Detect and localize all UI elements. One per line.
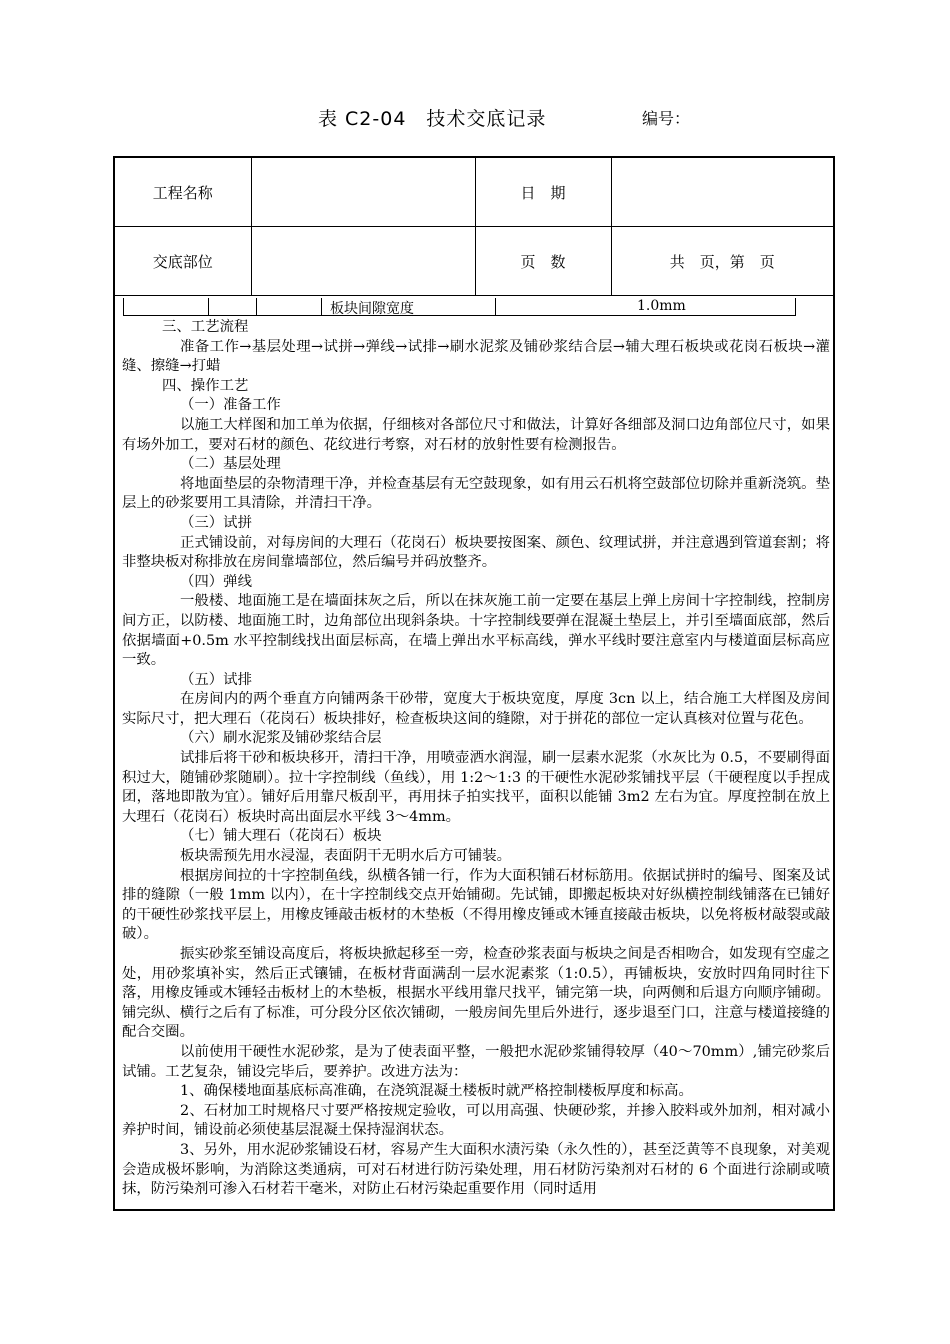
partial-row-divider [495, 298, 496, 315]
body-paragraph: 3、另外，用水泥砂浆铺设石材，容易产生大面积水渍污染（永久性的），甚至泛黄等不良现象，对美观会造成极坏影响，为消除这类通病，可对石材进行防污染处理，用石材防污染剂对石材的 6 个面进行涂刷或喷抹，防污染剂可渗入石材若干毫米，对防止石材污染起重要作用（同时适用 [122, 1141, 830, 1198]
body-paragraph: 在房间内的两个垂直方向铺两条干砂带，宽度大于板块宽度，厚度 3cn 以上，结合施工大样图及房间实际尺寸，把大理石（花岗石）板块排好，检查板块这间的缝隙，对于拼花的部位一定认真核对位置与花色。 [122, 691, 830, 727]
body-paragraph: 试排后将干砂和板块移开，清扫干净，用喷壶洒水润湿，刷一层素水泥浆（水灰比为 0.5，不要刷得面积过大，随铺砂浆随刷）。拉十字控制线（鱼线），用 1:2～1:3 的干硬性水泥砂浆铺找平层（干硬程度以手捏成团，落地即散为宜）。铺好后用靠尺板刮平，再用抹子拍实找平，面积以能铺 3m2 左右为宜。厚度控制在放上大理石（花岗石）板块时高出面层水平线 3～4mm。 [122, 750, 830, 825]
section-heading: 三、工艺流程 [162, 319, 249, 335]
section-heading: （二）基层处理 [180, 456, 281, 473]
section-heading: （四）弹线 [180, 573, 252, 590]
body-paragraph: 准备工作→基层处理→试拼→弹线→试排→刷水泥浆及铺砂浆结合层→辅大理石板块或花岗石板块→灌缝、擦缝→打蜡 [122, 338, 830, 375]
body-paragraph: 振实砂浆至铺设高度后，将板块掀起移至一旁，检查砂浆表面与板块之间是否相吻合，如发现有空虚之处，用砂浆填补实，然后正式镶铺，在板材背面满刮一层水泥素浆（1:0.5），再铺板块，安放时四角同时往下落，用橡皮锤或木锤轻击板材上的木垫板，根据水平线用靠尺找平，铺完第一块，向两侧和后退方向顺序铺砌。铺完纵、横行之后有了标准，可分段分区依次铺砌，一般房间先里后外进行，逐步退至门口，注意与楼道接缝的配合交圈。 [122, 946, 830, 1041]
document-body [122, 318, 830, 1200]
body-paragraph: 根据房间拉的十字控制鱼线，纵横各铺一行，作为大面积铺石材标筋用。依据试拼时的编号、图案及试排的缝隙（一般 1mm 以内），在十字控制线交点开始铺砌。先试铺，即搬起板块对好纵横控制线铺落在已铺好的干硬性砂浆找平层上，用橡皮锤敲击板材的木垫板（不得用橡皮锤或木锤直接敲击板块，以免将板材敲裂或敲破）。 [122, 867, 830, 943]
pages-value: 共 页，第 页 [611, 227, 833, 296]
gap-width-value: 1.0mm [637, 298, 686, 314]
location-field[interactable] [251, 227, 475, 296]
partial-table-row [123, 298, 796, 316]
document-number-label: 编号： [642, 109, 691, 128]
section-heading: 四、操作工艺 [162, 377, 249, 394]
document-title-bar [0, 104, 950, 134]
body-paragraph: 1、确保楼地面基底标高准确，在浇筑混凝土楼板时就严格控制楼板厚度和标高。 [180, 1083, 693, 1100]
section-heading: （三）试拼 [180, 514, 252, 531]
section-heading: （一）准备工作 [180, 397, 281, 414]
gap-width-label: 板块间隙宽度 [330, 301, 414, 317]
info-row-project [115, 158, 833, 227]
info-table [115, 158, 833, 296]
project-name-label: 工程名称 [115, 158, 251, 227]
partial-row-divider [321, 298, 322, 315]
body-paragraph: 一般楼、地面施工是在墙面抹灰之后，所以在抹灰施工前一定要在基层上弹上房间十字控制线，控制房间方正，以防楼、地面施工时，边角部位出现斜条块。十字控制线要弹在混凝土垫层上，并引至墙面底部，然后依据墙面+0.5m 水平控制线找出面层标高，在墙上弹出水平标高线，弹水平线时要注意室内与楼道面层标高应一致。 [122, 593, 830, 669]
partial-row-divider [208, 298, 209, 315]
location-label: 交底部位 [115, 227, 251, 296]
section-heading: （七）铺大理石（花岗石）板块 [180, 828, 382, 845]
body-paragraph: 正式铺设前，对每房间的大理石（花岗石）板块要按图案、颜色、纹理试拼，并注意遇到管道套割；将非整块板对称排放在房间靠墙部位，然后编号并码放整齐。 [122, 534, 830, 571]
date-label: 日 期 [475, 158, 611, 227]
section-heading: （六）刷水泥浆及铺砂浆结合层 [180, 730, 382, 747]
body-paragraph: 以前使用干硬性水泥砂浆，是为了使表面平整，一般把水泥砂浆铺得较厚（40～70mm）,铺完砂浆后试铺。工艺复杂，铺设完毕后，要养护。改进方法为： [122, 1043, 830, 1080]
body-paragraph: 以施工大样图和加工单为依据，仔细核对各部位尺寸和做法，计算好各细部及洞口边角部位尺寸，如果有场外加工，要对石材的颜色、花纹进行考察，对石材的放射性要有检测报告。 [122, 416, 830, 453]
pages-label: 页 数 [475, 227, 611, 296]
info-row-location [115, 227, 833, 296]
body-paragraph: 板块需预先用水浸湿，表面阴干无明水后方可铺装。 [180, 848, 511, 865]
partial-row-divider [256, 298, 257, 315]
section-heading: （五）试排 [180, 671, 252, 688]
record-frame [113, 156, 835, 1211]
date-field[interactable] [611, 158, 833, 227]
project-name-field[interactable] [251, 158, 475, 227]
document-title: 表 C2-04 技术交底记录 [318, 108, 547, 130]
body-paragraph: 2、石材加工时规格尺寸要严格按规定验收，可以用高强、快硬砂浆，并掺入胶料或外加剂，相对减小养护时间，铺设前必须使基层混凝土保持湿润状态。 [122, 1102, 830, 1139]
body-paragraph: 将地面垫层的杂物清理干净，并检查基层有无空鼓现象，如有用云石机将空鼓部位切除并重新浇筑。垫层上的砂浆要用工具清除，并清扫干净。 [122, 475, 830, 512]
